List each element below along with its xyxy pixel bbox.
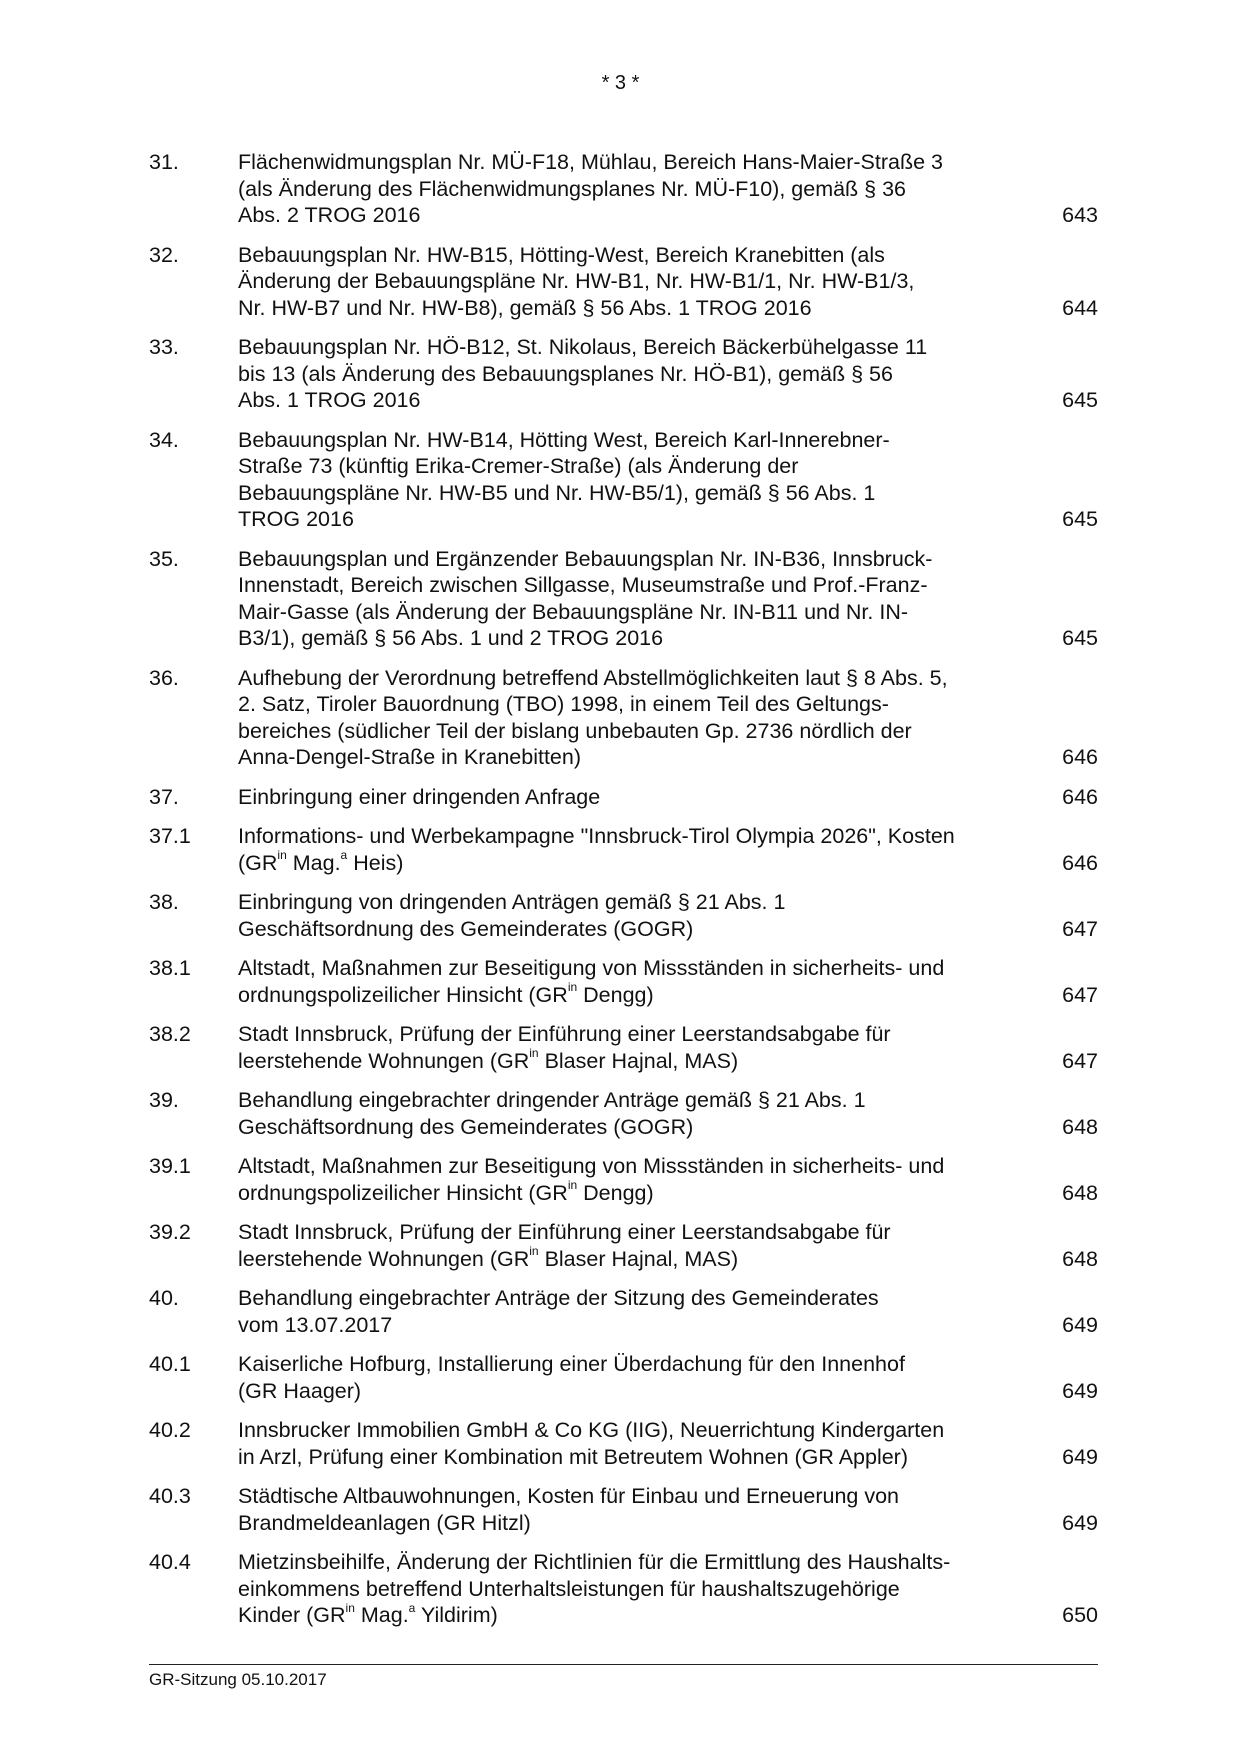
entry-page-number: 647	[1062, 1048, 1098, 1073]
toc-entry	[149, 955, 1098, 1008]
entry-title-line: Abs. 1 TROG 2016	[238, 388, 421, 412]
entry-title-line: Städtische Altbauwohnungen, Kosten für Einbau und Erneuerung von	[238, 1484, 900, 1508]
entry-page-number: 643	[1062, 203, 1098, 227]
toc-entry	[149, 1351, 1098, 1404]
entry-number: 32.	[149, 242, 179, 267]
toc-entry	[149, 427, 1098, 533]
entry-title	[238, 1021, 1018, 1074]
entry-title	[238, 955, 1018, 1008]
entry-title-line: bereiches (südlicher Teil der bislang unbebauten Gp. 2736 nördlich der	[238, 718, 912, 743]
toc-entry	[149, 665, 1098, 771]
toc-entry	[149, 242, 1098, 322]
entry-number: 37.1	[149, 824, 191, 848]
entry-title-line: ordnungspolizeilicher Hinsicht ($GR^{in}$ Dengg)	[238, 1178, 654, 1205]
entry-title-line: (GR Haager)	[238, 1378, 362, 1403]
entry-number: 40.4	[149, 1550, 191, 1574]
entry-title-line: Behandlung eingebrachter Anträge der Sitzung des Gemeinderates	[238, 1286, 879, 1310]
entry-title-line: Bebauungsplan und Ergänzender Bebauungsplan Nr. IN-B36, Innsbruck-	[238, 546, 933, 571]
entry-title-line: Kinder ($GR^{in}$ Mag.$^a$ Yildirim)	[238, 1600, 498, 1627]
entry-title	[238, 1153, 1018, 1206]
entry-number: 33.	[149, 335, 179, 359]
entry-number: 40.	[149, 1286, 179, 1310]
entry-title-line: Änderung der Bebauungspläne Nr. HW-B1, Nr. HW-B1/1, Nr. HW-B1/3,	[238, 269, 915, 293]
entry-title	[238, 242, 1018, 322]
footer-divider	[149, 1664, 1098, 1665]
entry-title	[238, 546, 1018, 652]
toc-entry	[149, 149, 1098, 229]
toc-entry	[149, 546, 1098, 652]
entry-number: 38.2	[149, 1022, 191, 1046]
entry-title-line: Flächenwidmungsplan Nr. MÜ-F18, Mühlau, Bereich Hans-Maier-Straße 3	[238, 150, 943, 174]
entry-title	[238, 427, 1018, 533]
entry-page-number: 644	[1062, 295, 1098, 320]
entry-page-number: 648	[1062, 1114, 1098, 1139]
entry-title-line: Bebauungsplan Nr. HW-B14, Hötting West, Bereich Karl-Innerebner-	[238, 427, 890, 452]
toc-entry	[149, 1087, 1098, 1140]
entry-page-number: 645	[1062, 388, 1098, 412]
entry-page-number: 649	[1062, 1510, 1098, 1535]
entry-title	[238, 665, 1018, 771]
entry-title-line: leerstehende Wohnungen ($GR^{in}$ Blaser Hajnal, MAS)	[238, 1244, 739, 1271]
entry-title-line: Mietzinsbeihilfe, Änderung der Richtlinien für die Ermittlung des Haushalts-	[238, 1550, 951, 1574]
entry-number: 40.3	[149, 1484, 191, 1508]
entry-number: 37.	[149, 784, 179, 809]
entry-title-line: ($GR^{in}$ Mag.$^a$ Heis)	[238, 848, 404, 875]
entry-number: 40.2	[149, 1418, 191, 1442]
entry-number: 38.	[149, 890, 179, 914]
entry-title-line: Behandlung eingebrachter dringender Anträge gemäß § 21 Abs. 1	[238, 1088, 866, 1112]
entry-title-line: 2. Satz, Tiroler Bauordnung (TBO) 1998, in einem Teil des Geltungs-	[238, 692, 889, 716]
entry-title-line: TROG 2016	[238, 507, 354, 531]
entry-title	[238, 823, 1018, 876]
entry-title-line: Straße 73 (künftig Erika-Cremer-Straße) (als Änderung der	[238, 454, 799, 478]
entry-title-line: Bebauungsplan Nr. HW-B15, Hötting-West, Bereich Kranebitten (als	[238, 242, 885, 267]
toc-entry	[149, 1153, 1098, 1206]
entry-page-number: 650	[1062, 1603, 1098, 1627]
entry-title-line: Altstadt, Maßnahmen zur Beseitigung von Missständen in sicherheits- und	[238, 956, 945, 980]
entry-page-number: 649	[1062, 1312, 1098, 1337]
footer-meeting-date: GR-Sitzung 05.10.2017	[149, 1670, 327, 1689]
entry-title	[238, 1351, 1018, 1404]
entry-title	[238, 1549, 1018, 1629]
entry-title-line: Aufhebung der Verordnung betreffend Abstellmöglichkeiten laut § 8 Abs. 5,	[238, 665, 948, 690]
entry-title-line: Stadt Innsbruck, Prüfung der Einführung einer Leerstandsabgabe für	[238, 1022, 891, 1046]
toc-entry	[149, 823, 1098, 876]
entry-title-line: Geschäftsordnung des Gemeinderates (GOGR)	[238, 916, 694, 941]
entry-title-line: Stadt Innsbruck, Prüfung der Einführung einer Leerstandsabgabe für	[238, 1220, 891, 1244]
entry-title	[238, 334, 1018, 414]
entry-title	[238, 1219, 1018, 1272]
toc-entry	[149, 1549, 1098, 1629]
entry-title	[238, 784, 1018, 811]
entry-title-line: Informations- und Werbekampagne "Innsbruck-Tirol Olympia 2026", Kosten	[238, 824, 955, 848]
entry-page-number: 648	[1062, 1246, 1098, 1271]
entry-title-line: Geschäftsordnung des Gemeinderates (GOGR)	[238, 1114, 694, 1139]
entry-page-number: 648	[1062, 1180, 1098, 1205]
toc-entry	[149, 1285, 1098, 1338]
entry-title-line: Einbringung von dringenden Anträgen gemäß § 21 Abs. 1	[238, 890, 786, 914]
entry-page-number: 646	[1062, 745, 1098, 769]
entry-title-line: vom 13.07.2017	[238, 1312, 393, 1337]
entry-title-line: Einbringung einer dringenden Anfrage	[238, 784, 601, 809]
entry-title-line: in Arzl, Prüfung einer Kombination mit Betreutem Wohnen (GR Appler)	[238, 1444, 909, 1469]
toc-entry	[149, 1483, 1098, 1536]
entry-title-line: Mair-Gasse (als Änderung der Bebauungspläne Nr. IN-B11 und Nr. IN-	[238, 599, 909, 624]
entry-number: 34.	[149, 427, 179, 452]
entry-title-line: Brandmeldeanlagen (GR Hitzl)	[238, 1510, 531, 1535]
entry-title-line: Innsbrucker Immobilien GmbH & Co KG (IIG), Neuerrichtung Kindergarten	[238, 1418, 945, 1442]
entry-number: 31.	[149, 150, 179, 174]
entry-number: 39.	[149, 1088, 179, 1112]
entry-page-number: 645	[1062, 507, 1098, 531]
entry-number: 35.	[149, 546, 179, 571]
entry-page-number: 647	[1062, 916, 1098, 941]
entry-title	[238, 149, 1018, 229]
entry-title-line: (als Änderung des Flächenwidmungsplanes Nr. MÜ-F10), gemäß § 36	[238, 176, 907, 201]
entry-title-line: Anna-Dengel-Straße in Kranebitten)	[238, 745, 581, 769]
entry-title-line: einkommens betreffend Unterhaltsleistungen für haushaltszugehörige	[238, 1576, 900, 1601]
entry-page-number: 649	[1062, 1378, 1098, 1403]
entry-title	[238, 1087, 1018, 1140]
entry-title-line: leerstehende Wohnungen ($GR^{in}$ Blaser Hajnal, MAS)	[238, 1046, 739, 1073]
entry-title	[238, 1417, 1018, 1470]
entry-number: 38.1	[149, 956, 191, 980]
entry-title-line: Bebauungspläne Nr. HW-B5 und Nr. HW-B5/1), gemäß § 56 Abs. 1	[238, 480, 876, 505]
entry-title-line: Abs. 2 TROG 2016	[238, 203, 421, 227]
toc-entry	[149, 1219, 1098, 1272]
entry-title-line: Kaiserliche Hofburg, Installierung einer Überdachung für den Innenhof	[238, 1352, 905, 1376]
entry-title-line: Nr. HW-B7 und Nr. HW-B8), gemäß § 56 Abs. 1 TROG 2016	[238, 295, 812, 320]
entry-title-line: Innenstadt, Bereich zwischen Sillgasse, Museumstraße und Prof.-Franz-	[238, 573, 928, 597]
toc-entry	[149, 889, 1098, 942]
page-number: * 3 *	[601, 72, 640, 94]
entry-page-number: 645	[1062, 626, 1098, 650]
entry-title-line: Altstadt, Maßnahmen zur Beseitigung von Missständen in sicherheits- und	[238, 1154, 945, 1178]
entry-number: 39.2	[149, 1220, 191, 1244]
table-of-contents	[149, 149, 1098, 1642]
toc-entry	[149, 1417, 1098, 1470]
entry-title-line: ordnungspolizeilicher Hinsicht ($GR^{in}$ Dengg)	[238, 980, 654, 1007]
entry-title-line: bis 13 (als Änderung des Bebauungsplanes Nr. HÖ-B1), gemäß § 56	[238, 361, 893, 386]
entry-number: 40.1	[149, 1352, 191, 1376]
entry-page-number: 647	[1062, 982, 1098, 1007]
entry-title-line: B3/1), gemäß § 56 Abs. 1 und 2 TROG 2016	[238, 626, 664, 650]
toc-entry	[149, 334, 1098, 414]
entry-title	[238, 1483, 1018, 1536]
entry-title	[238, 1285, 1018, 1338]
entry-number: 36.	[149, 665, 179, 690]
toc-entry	[149, 784, 1098, 811]
entry-number: 39.1	[149, 1154, 191, 1178]
entry-page-number: 649	[1062, 1444, 1098, 1469]
entry-title	[238, 889, 1018, 942]
toc-entry	[149, 1021, 1098, 1074]
entry-page-number: 646	[1062, 784, 1098, 809]
entry-title-line: Bebauungsplan Nr. HÖ-B12, St. Nikolaus, Bereich Bäckerbühelgasse 11	[238, 335, 928, 359]
entry-page-number: 646	[1062, 850, 1098, 875]
